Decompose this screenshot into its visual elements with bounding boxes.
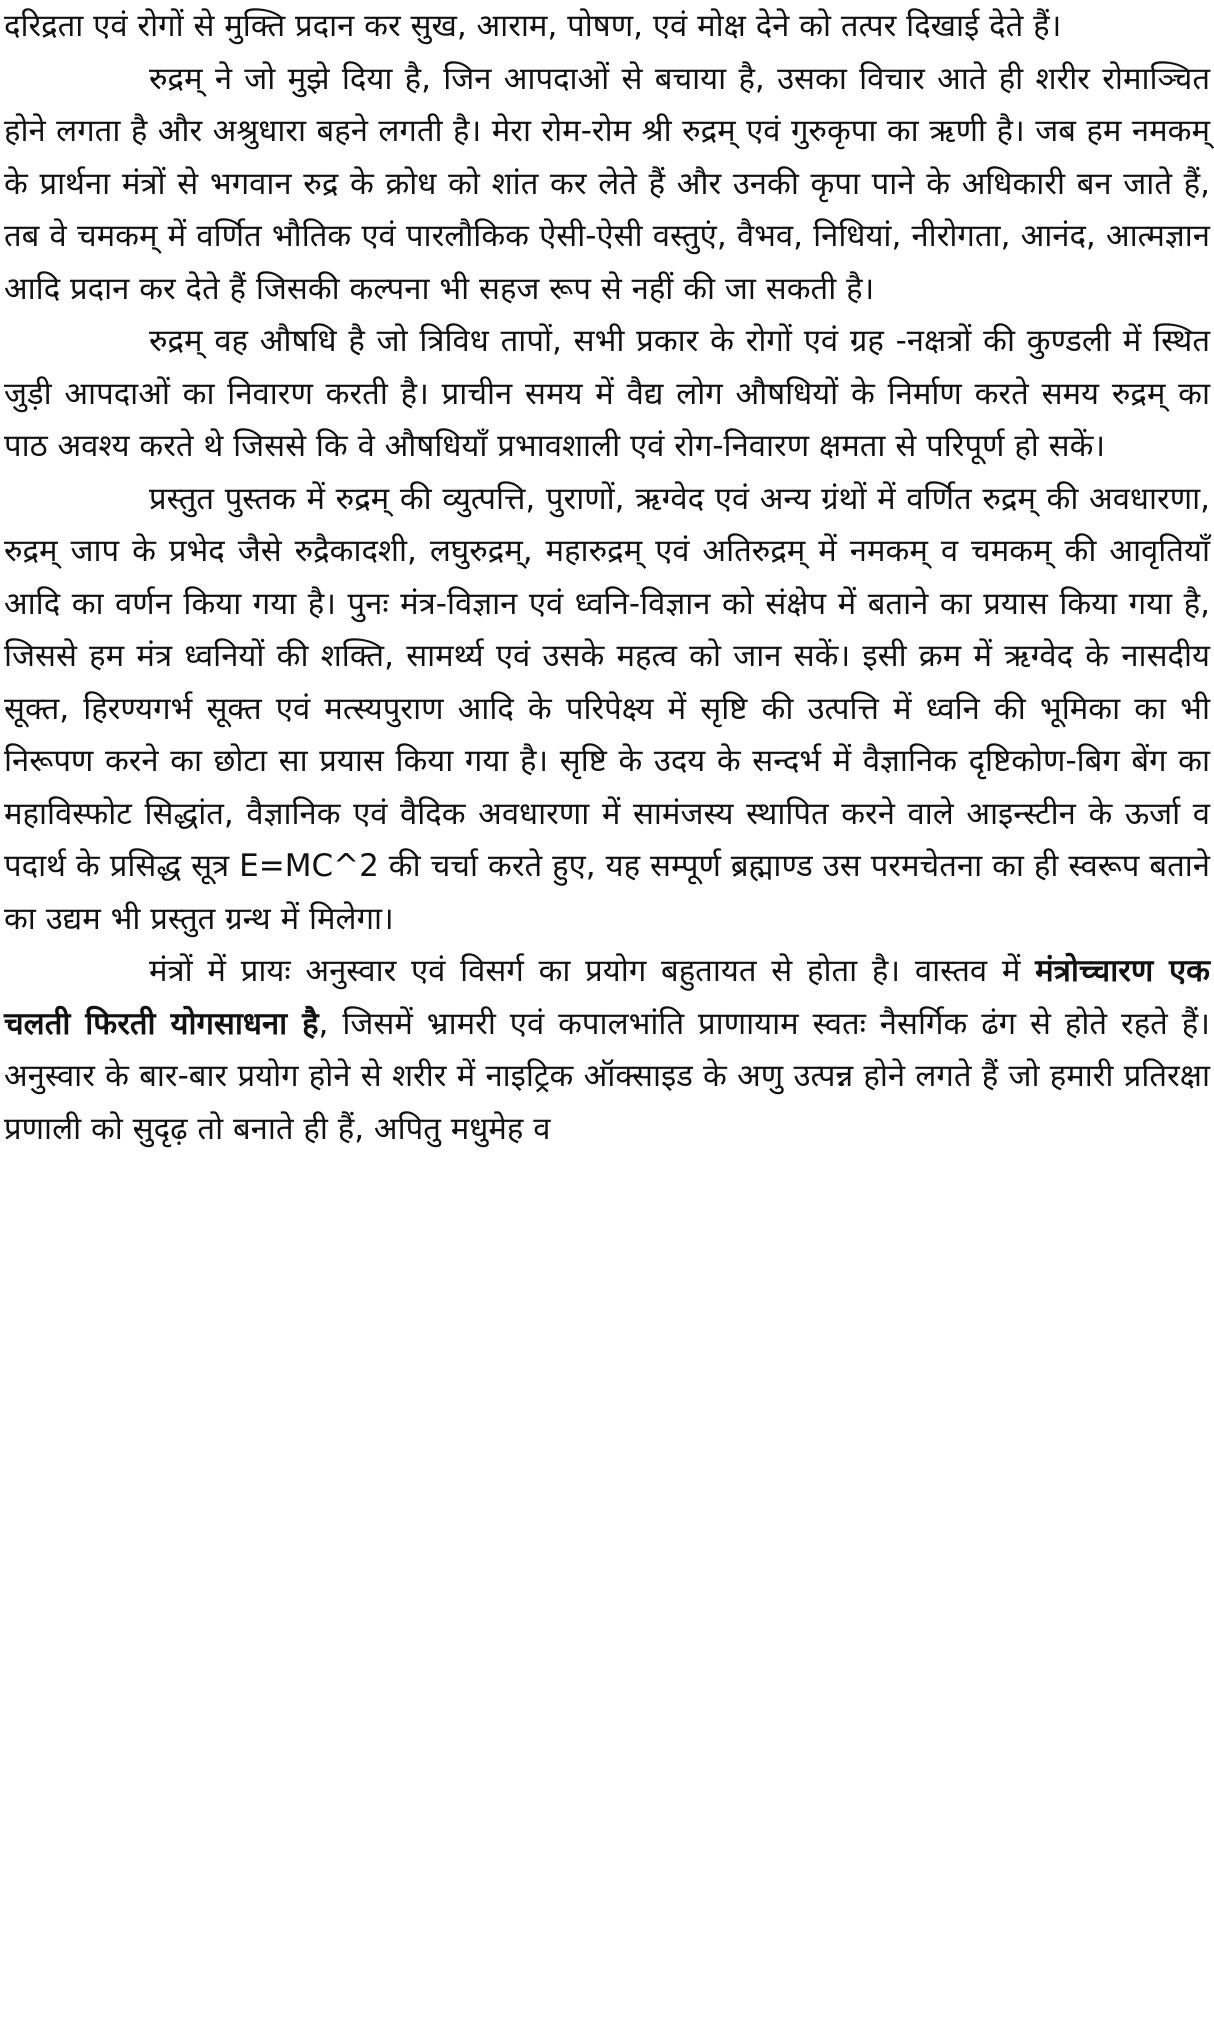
paragraph-continuation: दरिद्रता एवं रोगों से मुक्ति प्रदान कर सुख, आराम, पोषण, एवं मोक्ष देने को तत्पर दिखाई देते हैं। xyxy=(4,8,1062,44)
paragraph-rudram-blessings: रुद्रम् ने जो मुझे दिया है, जिन आपदाओं से बचाया है, उसका विचार आते ही शरीर रोमाञ्चित होने लगता है और अश्रुधारा बहने लगती है। मेरा रोम-रोम श्री रुद्रम् एवं गुरुकृपा का ऋणी है। जब हम नमकम् के प्रार्थना मंत्रों से भगवान रुद्र के क्रोध को शांत कर लेते हैं और उनकी कृपा पाने के अधिकारी बन जाते हैं, तब वे चमकम् में वर्णित भौतिक एवं पारलौकिक ऐसी-ऐसी वस्तुएं, वैभव, निधियां, नीरोगता, आनंद, आत्मज्ञान आदि प्रदान कर देते हैं जिसकी कल्पना भी सहज रूप से नहीं की जा सकती है। xyxy=(4,60,1210,307)
mantra-yoga-bold-phrase: मंत्रोच्चारण एक चलती फिरती योगसाधना है xyxy=(4,953,1210,1042)
paragraph-mantra-yoga xyxy=(4,945,1210,1155)
mantra-yoga-text-after: , जिसमें भ्रामरी एवं कपालभांति प्राणायाम स्वतः नैसर्गिक ढंग से होते रहते हैं। अनुस्वार के बार-बार प्रयोग होने से शरीर में नाइट्रिक ऑक्साइड के अणु उत्पन्न होने लगते हैं जो हमारी प्रतिरक्षा प्रणाली को सुदृढ़ तो बनाते ही हैं, अपितु मधुमेह व xyxy=(4,1005,1210,1147)
paragraph-rudram-medicine: रुद्रम् वह औषधि है जो त्रिविध तापों, सभी प्रकार के रोगों एवं ग्रह -नक्षत्रों की कुण्डली में स्थित जुड़ी आपदाओं का निवारण करती है। प्राचीन समय में वैद्य लोग औषधियों के निर्माण करते समय रुद्रम् का पाठ अवश्य करते थे जिससे कि वे औषधियाँ प्रभावशाली एवं रोग-निवारण क्षमता से परिपूर्ण हो सकें। xyxy=(4,323,1210,464)
paragraph-book-contents: प्रस्तुत पुस्तक में रुद्रम् की व्युत्पत्ति, पुराणों, ऋग्वेद एवं अन्य ग्रंथों में वर्णित रुद्रम् की अवधारणा, रुद्रम् जाप के प्रभेद जैसे रुद्रैकादशी, लघुरुद्रम्, महारुद्रम् एवं अतिरुद्रम् में नमकम् व चमकम् की आवृतियाँ आदि का वर्णन किया गया है। पुनः मंत्र-विज्ञान एवं ध्वनि-विज्ञान को संक्षेप में बताने का प्रयास किया गया है, जिससे हम मंत्र ध्वनियों की शक्ति, सामर्थ्य एवं उसके महत्व को जान सकें। इसी क्रम में ऋग्वेद के नासदीय सूक्त, हिरण्यगर्भ सूक्त एवं मत्स्यपुराण आदि के परिपेक्ष्य में सृष्टि की उत्पत्ति में ध्वनि की भूमिका का भी निरूपण करने का छोटा सा प्रयास किया गया है। सृष्टि के उदय के सन्दर्भ में वैज्ञानिक दृष्टिकोण-बिग बेंग का महाविस्फोट सिद्धांत, वैज्ञानिक एवं वैदिक अवधारणा में सामंजस्य स्थापित करने वाले आइन्स्टीन के ऊर्जा व पदार्थ के प्रसिद्ध सूत्र E=MC^2 की चर्चा करते हुए, यह सम्पूर्ण ब्रह्माण्ड उस परमचेतना का ही स्वरूप बताने का उद्यम भी प्रस्तुत ग्रन्थ में मिलेगा। xyxy=(4,480,1210,937)
mantra-yoga-text-before: मंत्रों में प्रायः अनुस्वार एवं विसर्ग का प्रयोग बहुतायत से होता है। वास्तव में xyxy=(149,953,1036,989)
